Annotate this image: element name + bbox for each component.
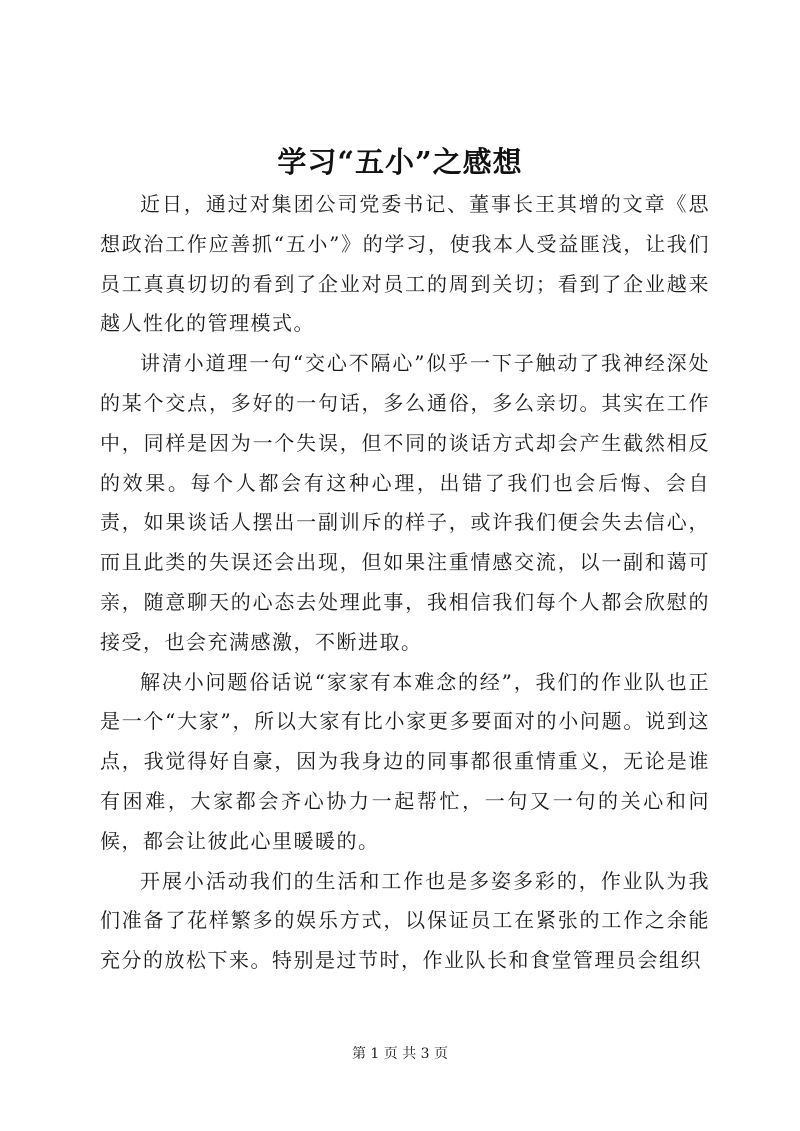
paragraph-3: 解决小问题俗话说“家家有本难念的经”，我们的作业队也正是一个“大家”，所以大家有比小家更多要面对的小问题。说到这点，我觉得好自豪，因为我身边的同事都很重情重义，无论是谁有困难，大家都会齐心协力一起帮忙，一句又一句的关心和问候，都会让彼此心里暖暖的。	[100, 669, 710, 853]
document-body	[100, 185, 710, 981]
document-title: 学习“五小”之感想	[277, 145, 523, 179]
paragraph-4: 开展小活动我们的生活和工作也是多姿多彩的，作业队为我们准备了花样繁多的娱乐方式，以保证员工在紧张的工作之余能充分的放松下来。特别是过节时，作业队长和食堂管理员会组织	[100, 868, 710, 973]
page-number-footer: 第 1 页 共 3 页	[351, 1046, 449, 1062]
paragraph-1: 近日，通过对集团公司党委书记、董事长王其增的文章《思想政治工作应善抓“五小”》的学习，使我本人受益匪浅，让我们员工真真切切的看到了企业对员工的周到关切；看到了企业越来越人性化的管理模式。	[100, 192, 710, 336]
paragraph-2: 讲清小道理一句“交心不隔心”似乎一下子触动了我神经深处的某个交点，多好的一句话，多么通俗，多么亲切。其实在工作中，同样是因为一个失误，但不同的谈话方式却会产生截然相反的效果。每个人都会有这种心理，出错了我们也会后悔、会自责，如果谈话人摆出一副训斥的样子，或许我们便会失去信心，而且此类的失误还会出现，但如果注重情感交流，以一副和蔼可亲，随意聊天的心态去处理此事，我相信我们每个人都会欣慰的接受，也会充满感激，不断进取。	[100, 351, 710, 654]
